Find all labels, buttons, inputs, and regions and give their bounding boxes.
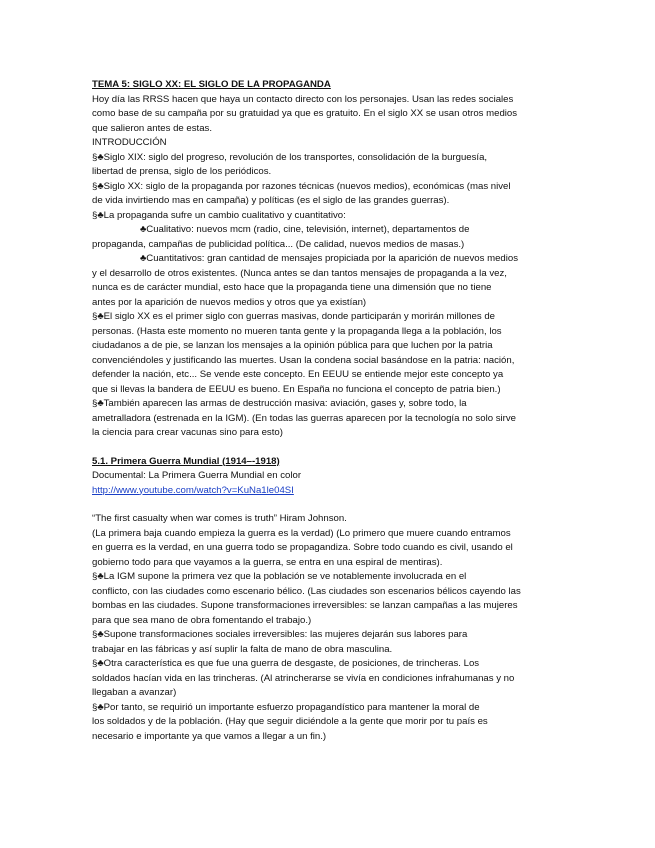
- bullet-line: §♣Siglo XIX: siglo del progreso, revolución de los transportes, consolidación de la burguesía,: [92, 151, 488, 163]
- paragraph-line: trabajar en las fábricas y así suplir la falta de mano de obra masculina.: [92, 643, 393, 655]
- paragraph-line: para que sea mano de obra fomentando el trabajo.): [92, 614, 312, 626]
- paragraph-line: conflicto, con las ciudades como escenario bélico. (Las ciudades son escenarios bélicos cayendo las: [92, 585, 521, 597]
- bullet-line: §♣También aparecen las armas de destrucción masiva: aviación, gases y, sobre todo, la: [92, 398, 467, 409]
- paragraph-line: y el desarrollo de otros existentes. (Nunca antes se dan tantos mensajes de propaganda a la vez,: [92, 267, 507, 279]
- paragraph-line: como base de su campaña por su gratuidad ya que es gratuito. En el siglo XX se usan otros medios: [92, 108, 518, 119]
- section-title: TEMA 5: SIGLO XX: EL SIGLO DE LA PROPAGANDA: [92, 79, 331, 90]
- paragraph-line: Hoy día las RRSS hacen que haya un contacto directo con los personajes. Usan las redes sociales: [92, 93, 514, 105]
- paragraph-line: gobierno todo para que vayamos a la guerra, se entra en una espiral de mentiras).: [92, 556, 443, 568]
- paragraph-line: que salieron antes de estas.: [92, 122, 213, 134]
- paragraph-line: nunca es de carácter mundial, esto hace que la propaganda tiene una dimensión que no tiene: [92, 282, 492, 293]
- documental-label: Documental: La Primera Guerra Mundial en color: [92, 470, 302, 481]
- paragraph-line: los soldados y de la población. (Hay que seguir diciéndole a la gente que morir por tu país es: [92, 716, 488, 727]
- paragraph-line: defender la nación, etc... Se vende este concepto. En EEUU se entiende mejor este concepto ya: [92, 369, 504, 380]
- paragraph-line: (La primera baja cuando empieza la guerra es la verdad) (Lo primero que muere cuando entramos: [92, 527, 511, 539]
- introduction-heading: INTRODUCCIÓN: [92, 137, 167, 148]
- paragraph-line: soldados hacían vida en las trincheras. (Al atrincherarse se vivía en condiciones infrahumanas y no: [92, 672, 515, 684]
- section-spacer: [92, 441, 595, 455]
- bullet-line: §♣Siglo XX: siglo de la propaganda por razones técnicas (nuevos medios), económicas (mas nivel: [92, 180, 511, 192]
- paragraph-line: ametralladora (estrenada en la IGM). (En todas las guerras aparecen por la tecnología no solo sirve: [92, 412, 516, 424]
- paragraph-line: antes por la aparición de nuevos medios y otros que ya existían): [92, 296, 367, 308]
- paragraph-line: libertad de prensa, siglo de los periódicos.: [92, 166, 272, 177]
- paragraph-line: de vida invirtiendo mas en campaña) y políticas (es el siglo de las grandes guerras).: [92, 195, 450, 206]
- paragraph-line: necesario e importante ya que vamos a llegar a un fin.): [92, 730, 327, 742]
- paragraph-line: bombas en las ciudades. Supone transformaciones irreversibles: se lanzan campañas a las mujeres: [92, 600, 518, 611]
- bullet-line: §♣Otra característica es que fue una guerra de desgaste, de posiciones, de trincheras. Los: [92, 658, 480, 669]
- paragraph-line: ciudadanos a de pie, se lanzan los mensajes a la opinión pública para que luchen por la patria: [92, 340, 493, 351]
- paragraph-line: convenciéndoles y justificando las muertes. Usan la condena social basándose en la patria: nación,: [92, 354, 515, 366]
- paragraph-line: personas. (Hasta este momento no mueren tanta gente y la propaganda llega a la población, los: [92, 325, 502, 337]
- paragraph-line: la ciencia para crear vacunas sino para esto): [92, 427, 283, 438]
- bullet-line: §♣El siglo XX es el primer siglo con guerras masivas, donde participarán y morirán millones de: [92, 311, 496, 322]
- paragraph-line: propaganda, campañas de publicidad política... (De calidad, nuevos medios de masas.): [92, 238, 465, 250]
- bullet-line: §♣Por tanto, se requirió un importante esfuerzo propagandístico para mantener la moral de: [92, 701, 480, 713]
- sub-bullet-line: ♣Cuantitativos: gran cantidad de mensajes propiciada por la aparición de nuevos medios: [140, 253, 519, 264]
- sub-bullet-line: ♣Cualitativo: nuevos mcm (radio, cine, televisión, internet), departamentos de: [140, 224, 470, 235]
- paragraph-line: en guerra es la verdad, en una guerra todo se propagandiza. Sobre todo cuando es civil, usando el: [92, 542, 513, 553]
- quote-line: “The first casualty when war comes is truth” Hiram Johnson.: [92, 513, 347, 524]
- bullet-line: §♣La propaganda sufre un cambio cualitativo y cuantitativo:: [92, 209, 346, 221]
- paragraph-line: que si llevas la bandera de EEUU es bueno. En España no funciona el concepto de patria bien.): [92, 383, 501, 395]
- bullet-line: §♣La IGM supone la primera vez que la población se ve notablemente involucrada en el: [92, 571, 467, 582]
- subsection-title: 5.1. Primera Guerra Mundial (1914–-1918): [92, 455, 280, 467]
- paragraph-line: llegaban a avanzar): [92, 687, 177, 698]
- section2-body: [92, 512, 595, 744]
- section1-body: [92, 93, 595, 441]
- youtube-link[interactable]: http://www.youtube.com/watch?v=KuNa1le04SI: [92, 484, 294, 496]
- section-spacer: [92, 498, 595, 512]
- bullet-line: §♣Supone transformaciones sociales irreversibles: las mujeres dejarán sus labores para: [92, 629, 468, 640]
